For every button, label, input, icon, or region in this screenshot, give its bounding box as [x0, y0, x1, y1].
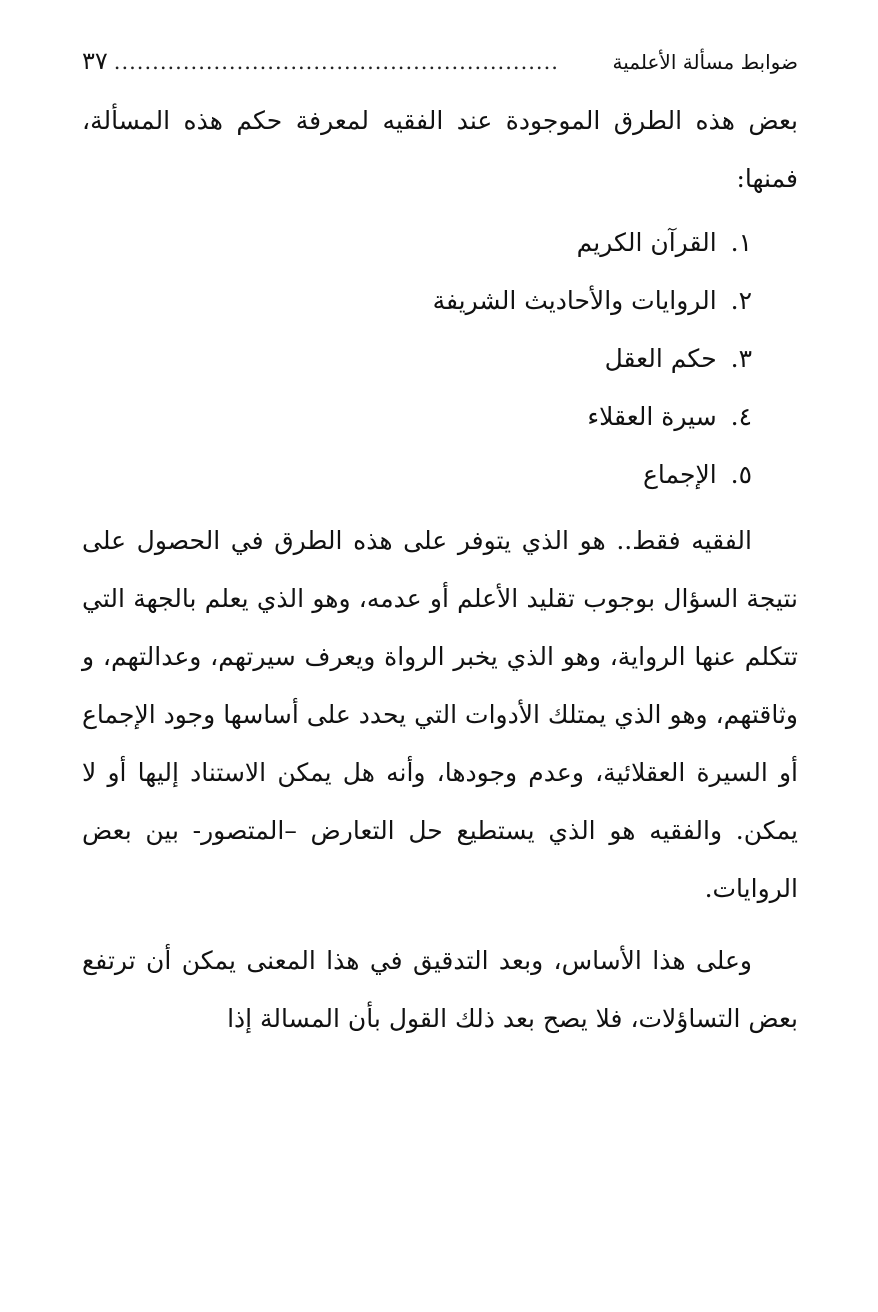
list-item-text: القرآن الكريم: [576, 228, 717, 257]
jurist-paragraph: الفقيه فقط.. هو الذي يتوفر على هذه الطرق في الحصول على نتيجة السؤال بوجوب تقليد الأعلم أو عدمه، وهو الذي يعلم بالجهة التي تتكلم عنها الرواية، وهو الذي يخبر الرواة ويعرف سيرتهم، وعدالتهم، و وثاقتهم، وهو الذي يمتلك الأدوات التي يحدد على أساسها وجود الإجماع أو السيرة العقلائية، وعدم وجودها، وأنه هل يمكن الاستناد إليها أو لا يمكن. والفقيه هو الذي يستطيع حل التعارض –المتصور- بين بعض الروايات.: [82, 526, 798, 903]
list-item-text: الروايات والأحاديث الشريفة: [432, 286, 717, 315]
list-item-number: ٥.: [730, 460, 752, 489]
page-number: ٣٧: [82, 47, 108, 75]
book-page: [82, 38, 798, 1048]
running-header: [82, 38, 798, 84]
list-item: [82, 272, 752, 330]
list-item-number: ١.: [730, 228, 752, 257]
list-item-text: الإجماع: [643, 460, 717, 489]
chapter-title: ضوابط مسألة الأعلمية: [612, 50, 798, 74]
list-item-number: ٢.: [730, 286, 752, 315]
list-item: [82, 330, 752, 388]
list-item-number: ٤.: [730, 402, 752, 431]
list-item: [82, 388, 752, 446]
list-item: [82, 446, 752, 504]
list-item-number: ٣.: [730, 344, 752, 373]
methods-list: [82, 214, 798, 504]
intro-paragraph: بعض هذه الطرق الموجودة عند الفقيه لمعرفة حكم هذه المسألة، فمنها:: [82, 106, 798, 193]
conclusion-paragraph: وعلى هذا الأساس، وبعد التدقيق في هذا المعنى يمكن أن ترتفع بعض التساؤلات، فلا يصح بعد ذلك القول بأن المسالة إذا: [82, 946, 798, 1033]
list-item: [82, 214, 752, 272]
list-item-text: حكم العقل: [604, 344, 717, 373]
header-dot-leader: ..........................................................: [113, 50, 559, 74]
list-item-text: سيرة العقلاء: [587, 402, 717, 431]
